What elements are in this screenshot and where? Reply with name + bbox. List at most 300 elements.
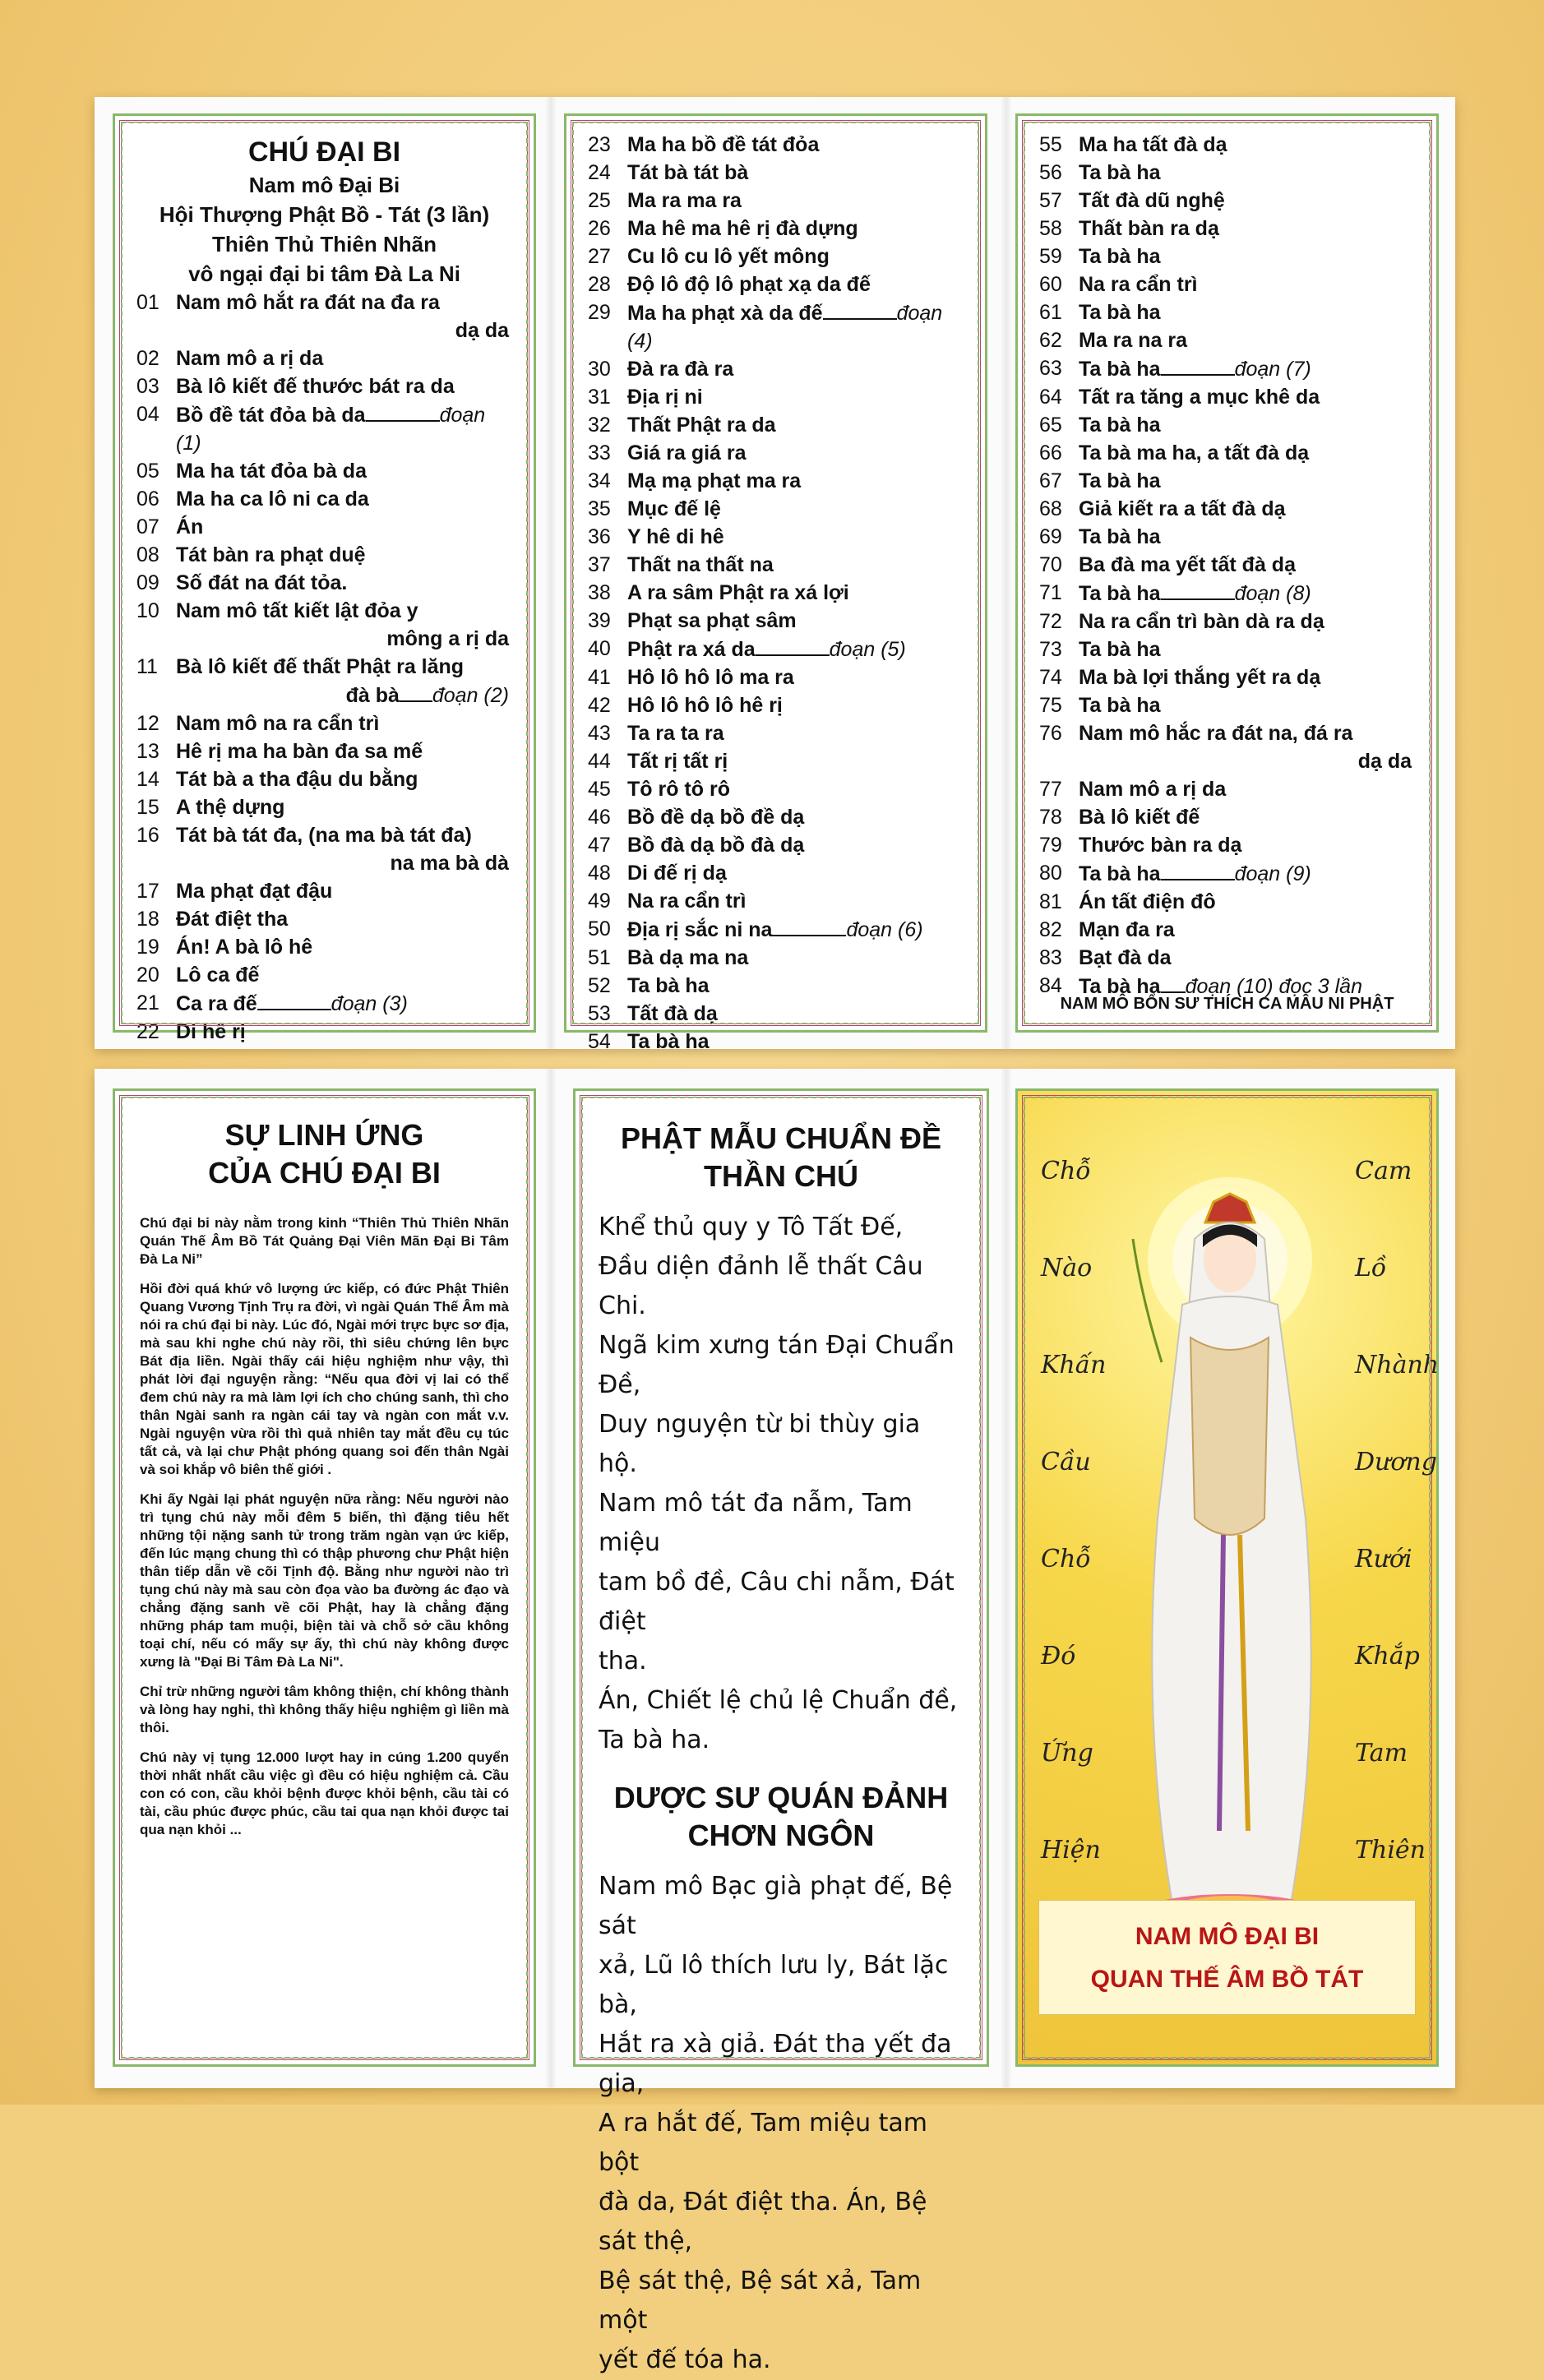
section-marker: đoạn (3) [331, 992, 408, 1015]
verse-number: 09 [136, 571, 159, 594]
verse-text [627, 551, 964, 579]
verse-line [588, 355, 964, 383]
verse-number: 39 [588, 609, 611, 632]
section-marker: đoạn (5) [829, 638, 906, 661]
verse-line [588, 467, 964, 495]
paragraph: Chỉ trừ những người tâm không thiện, chí không thành và lòng hay nghi, thì không thấy hiệu nghiệm gì liền mà thôi. [140, 1684, 509, 1735]
verse-number: 76 [1039, 722, 1062, 745]
panel-chu-dai-bi-1 [113, 113, 536, 1043]
panel-su-linh-ung [113, 1088, 536, 2067]
calligraphy-word: Đó [1041, 1642, 1076, 1671]
verse-line [1039, 775, 1415, 803]
verse-number: 05 [136, 460, 159, 483]
verse-text-main: Bà dạ ma na [627, 946, 749, 969]
mantra-line: tha. [599, 1647, 647, 1675]
verse-text-main: Bà lô kiết đế [1079, 806, 1200, 829]
section-marker: đoạn (7) [1234, 358, 1311, 381]
verse-line [1039, 495, 1415, 523]
mantra-line: Nam mô Bạc già phạt đế, Bệ sát [599, 1872, 953, 1940]
section-marker: đoạn (4) [627, 302, 943, 353]
verse-text-main: Y hê di hê [627, 525, 724, 548]
verse-text [627, 719, 964, 747]
mantra-duoc-su [599, 1867, 964, 2380]
verse-text-main: Đát điệt tha [176, 908, 289, 931]
verse-text-main: Án tất điện đô [1079, 890, 1216, 913]
verse-number: 13 [136, 740, 159, 763]
paragraph: Hồi đời quá khứ vô lượng ức kiếp, có đức Phật Thiên Quang Vương Tịnh Trụ ra đời, vì ngài Quán Thế Âm mà nói ra chú đại bi này. Lúc đó, Ngài mới trực bực sơ địa, mà sau khi nghe chú này rồi, thì siêu chứng lên bực Bát địa liền. Ngài thấy cái hiệu nghiệm như vậy, thì phát lời đại nguyện rằng: “Nếu qua đời vị lai có thể đem chú này ra mà làm lợi ích cho chúng sanh, thì cho thân Ngài sanh ra ngàn cái tay và ngàn con mắt v.v. Ngài nguyện vừa rồi thì quả nhiên tay mắt đều cụ túc tất cả, và lại chư Phật phóng quang soi đến thân Ngài và soi khắp vô biên thế giới . [140, 1281, 509, 1477]
verse-number: 07 [136, 515, 159, 538]
section-marker: đoạn (9) [1234, 862, 1311, 885]
verse-line [588, 1000, 964, 1028]
verse-text-main: Ta bà ha [1079, 358, 1161, 381]
verse-text [176, 905, 512, 933]
panel-title: CHÚ ĐẠI BI [247, 136, 401, 168]
verse-text: dạ da [1357, 750, 1412, 773]
section-marker: đoạn (2) [432, 684, 509, 707]
verse-number: 34 [588, 469, 611, 492]
verse-number: 64 [1039, 386, 1062, 409]
verse-text-main: Ma ra na ra [1079, 329, 1188, 352]
calligraphy-word: Khắp [1355, 1642, 1420, 1671]
verse-text [1079, 298, 1415, 326]
verse-number: 75 [1039, 694, 1062, 717]
verse-number: 15 [136, 796, 159, 819]
verse-text [176, 821, 512, 849]
calligraphy-word: Cầu [1041, 1448, 1091, 1477]
verse-text [627, 467, 964, 495]
verse-line [588, 803, 964, 831]
verse-number: 79 [1039, 834, 1062, 857]
verse-text-main: Ma hê ma hê rị đà dựng [627, 217, 858, 240]
verse-text-main: Ta bà ha [1079, 414, 1161, 437]
verse-line [1039, 663, 1415, 691]
verse-line [588, 635, 964, 663]
verse-text [176, 485, 512, 513]
calligraphy-word: Tam [1355, 1739, 1408, 1768]
mantra-line: Án, Chiết lệ chủ lệ Chuẩn đề, [599, 1686, 958, 1715]
verse-text [1079, 495, 1415, 523]
verse-text-main: A thệ dựng [176, 796, 285, 819]
verse-line [1039, 243, 1415, 270]
paragraph: Chú đại bi này nằm trong kinh “Thiên Thủ Thiên Nhãn Quán Thế Âm Bồ Tát Quảng Đại Viên Mãn Đại Bi Tâm Đà La Ni” [140, 1215, 509, 1267]
verse-line [588, 607, 964, 635]
verse-text-main: Di hê rị [176, 1020, 246, 1043]
verse-text-main: Tô rô tô rô [627, 778, 730, 801]
verse-line [136, 569, 512, 597]
verse-line [1039, 439, 1415, 467]
panel-title: CỦA CHÚ ĐẠI BI [208, 1156, 441, 1190]
blank-line [257, 989, 331, 1010]
verse-text [1079, 916, 1415, 944]
verse-number: 81 [1039, 890, 1062, 913]
verse-text-main: Mạ mạ phạt ma ra [627, 469, 802, 492]
verse-line [136, 344, 512, 372]
verse-number: 55 [1039, 133, 1062, 156]
verse-line [588, 972, 964, 1000]
verse-line [588, 270, 964, 298]
blank-line [1161, 354, 1235, 376]
verse-line [136, 289, 512, 317]
verse-text [1079, 888, 1415, 916]
verse-text-main: Địa rị sắc ni na [627, 918, 773, 941]
calligraphy-word: Chỗ [1041, 1157, 1091, 1185]
section-marker: đoạn (6) [846, 918, 923, 941]
verse-text-main: Ta ra ta ra [627, 722, 724, 745]
verse-text-main: Thất na thất na [627, 553, 774, 576]
verse-number: 78 [1039, 806, 1062, 829]
verse-line [136, 905, 512, 933]
verse-number: 45 [588, 778, 611, 801]
verse-number: 67 [1039, 469, 1062, 492]
verse-text-main: Địa rị ni [627, 386, 703, 409]
panel-title: SỰ LINH ỨNG [224, 1118, 424, 1152]
paragraph: Khi ấy Ngài lại phát nguyện nữa rằng: Nếu người nào trì tụng chú này mỗi đêm 5 biến, thì đặng tiêu hết những tội nặng sanh tử trong trăm ngàn vạn ức kiếp, đến lúc mạng chung thì có thập phương chư Phật hiện thân tiếp dẫn về cõi Tịnh độ. Bằng như người nào trì tụng chú này mà sau còn đọa vào ba đường ác đạo và chẳng đặng sanh về cõi Phật, hay là chẳng đặng những pháp tam muội, biện tài và chỗ sở cầu không toại chí, nếu có mấy sự ấy, thì chú này không được xưng là "Đại Bi Tâm Đà La Ni". [140, 1491, 509, 1670]
verse-number: 43 [588, 722, 611, 745]
fold-line [545, 97, 557, 1049]
verse-text-main: Ba đà ma yết tất đà dạ [1079, 553, 1296, 576]
verse-text-main: Tát bàn ra phạt duệ [176, 543, 366, 566]
verse-text: dạ da [455, 319, 509, 342]
verse-text [176, 765, 512, 793]
verse-text-main: Ta bà ha [1079, 638, 1161, 661]
section-marker: đoạn (8) [1234, 582, 1311, 605]
verse-text [1079, 467, 1415, 495]
verse-text-main: Tát bà tát bà [627, 161, 749, 184]
verse-line [136, 597, 512, 625]
name-line: NAM MÔ ĐẠI BI [1135, 1923, 1320, 1950]
verse-number: 48 [588, 862, 611, 885]
blank-line [823, 298, 897, 320]
verse-text-main: Thất Phật ra da [627, 414, 776, 437]
verse-number: 54 [588, 1030, 611, 1053]
verse-line [1039, 831, 1415, 859]
verse-line [588, 159, 964, 187]
fold-line [1001, 1069, 1012, 2088]
section-marker: đoạn (1) [176, 404, 486, 455]
verse-number: 47 [588, 834, 611, 857]
verse-text-main: Bà lô kiết đế thất Phật ra lăng [176, 655, 465, 678]
verse-text-main: Đà ra đà ra [627, 358, 734, 381]
verse-text [627, 579, 964, 607]
verse-line [1039, 383, 1415, 411]
verse-line [1039, 467, 1415, 495]
verse-text [1079, 551, 1415, 579]
verse-number: 49 [588, 890, 611, 913]
verse-text [176, 400, 512, 457]
verse-text-main: Ta bà ha [627, 974, 710, 997]
verse-number: 60 [1039, 273, 1062, 296]
verse-text [627, 187, 964, 215]
verse-text-main: Ta bà ha [627, 1030, 710, 1053]
verse-text-main: Ta bà ha [1079, 975, 1161, 998]
verse-text [627, 411, 964, 439]
verse-text-main: Nam mô hắt ra đát na đa ra [176, 291, 440, 314]
calligraphy-word: Nhành [1355, 1351, 1440, 1379]
verse-line [588, 831, 964, 859]
verse-line [588, 131, 964, 159]
verse-number: 23 [588, 133, 611, 156]
verse-text [1079, 215, 1415, 243]
verse-continuation [136, 681, 512, 709]
verse-text-main: Tất đà dạ [627, 1002, 718, 1025]
verse-text-main: Cu lô cu lô yết mông [627, 245, 830, 268]
verse-number: 35 [588, 497, 611, 520]
mantra-line: Khể thủ quy y Tô Tất Đế, [599, 1213, 904, 1241]
verse-number: 21 [136, 991, 159, 1014]
verse-text-main: Ma ha phạt xà da đế [627, 302, 823, 325]
verse-text [1079, 803, 1415, 831]
verse-text-main: Nam mô na ra cẩn trì [176, 712, 380, 735]
verse-line [588, 243, 964, 270]
blank-line [756, 635, 830, 656]
verse-list [1039, 131, 1415, 1001]
verse-text [1079, 326, 1415, 354]
verse-number: 82 [1039, 918, 1062, 941]
verse-line [136, 457, 512, 485]
verse-continuation [136, 625, 512, 653]
verse-text [1079, 383, 1415, 411]
verse-text [627, 887, 964, 915]
verse-line [588, 215, 964, 243]
verse-text [627, 803, 964, 831]
verse-text: đà bà đoạn (2) [136, 681, 509, 709]
verse-text-main: Giá ra giá ra [627, 441, 747, 464]
calligraphy-word: Hiện [1041, 1836, 1101, 1865]
panel-title: THẦN CHÚ [704, 1159, 858, 1193]
verse-line [588, 944, 964, 972]
verse-line [1039, 131, 1415, 159]
verse-text [1079, 831, 1415, 859]
verse-line [588, 691, 964, 719]
verse-number: 53 [588, 1002, 611, 1025]
verse-number: 57 [1039, 189, 1062, 212]
verse-text [1079, 579, 1415, 608]
verse-line [1039, 215, 1415, 243]
blank-line [772, 915, 846, 936]
verse-text-main: Hô lô hô lô hê rị [627, 694, 783, 717]
verse-list [136, 289, 512, 1046]
verse-line [588, 551, 964, 579]
verse-text-main: Ca ra đế [176, 992, 257, 1015]
verse-number: 10 [136, 599, 159, 622]
verse-number: 12 [136, 712, 159, 735]
verse-text [627, 747, 964, 775]
verse-text-main: Hê rị ma ha bàn đa sa mế [176, 740, 423, 763]
verse-text [627, 972, 964, 1000]
mantra-line: Đầu diện đảnh lễ thất Câu Chi. [599, 1252, 923, 1320]
panel-title: PHẬT MẪU CHUẨN ĐỀ [621, 1121, 941, 1155]
verse-text-main: Ta bà ha [1079, 469, 1161, 492]
verse-number: 33 [588, 441, 611, 464]
verse-text [176, 877, 512, 905]
panel-quan-am-image [1015, 1088, 1439, 2067]
verse-line [1039, 159, 1415, 187]
mantra-line: Nam mô tát đa nẫm, Tam miệu [599, 1489, 913, 1557]
verse-text [1079, 270, 1415, 298]
verse-number: 32 [588, 414, 611, 437]
mantra-line: Ngã kim xưng tán Đại Chuẩn Đề, [599, 1331, 955, 1399]
verse-text [627, 635, 964, 663]
blank-line [400, 681, 432, 702]
verse-number: 30 [588, 358, 611, 381]
verse-text-main: Tất đà dũ nghệ [1079, 189, 1225, 212]
verse-text-main: Mục đế lệ [627, 497, 721, 520]
section-marker: đoạn (10) đọc 3 lần [1185, 975, 1362, 998]
verse-text [1079, 663, 1415, 691]
verse-line [136, 933, 512, 961]
verse-text [176, 709, 512, 737]
verse-text [627, 1000, 964, 1028]
verse-number: 28 [588, 273, 611, 296]
verse-text [176, 933, 512, 961]
verse-continuation [136, 317, 512, 344]
verse-number: 17 [136, 880, 159, 903]
verse-number: 24 [588, 161, 611, 184]
panel-chu-dai-bi-3 [1015, 113, 1439, 1033]
verse-text-main: Bạt đà da [1079, 946, 1172, 969]
verse-text [627, 383, 964, 411]
calligraphy-word: Rưới [1355, 1545, 1412, 1574]
name-line: QUAN THẾ ÂM BỒ TÁT [1090, 1966, 1364, 1993]
verse-text [1079, 187, 1415, 215]
verse-number: 06 [136, 488, 159, 511]
verse-number: 37 [588, 553, 611, 576]
verse-number: 50 [588, 917, 611, 940]
calligraphy-word: Ứng [1041, 1739, 1093, 1768]
panel-subtitle: vô ngại đại bi tâm Đà La Ni [188, 261, 460, 286]
verse-text [1079, 131, 1415, 159]
verse-text: na ma bà dà [390, 852, 509, 875]
verse-number: 41 [588, 666, 611, 689]
verse-text-main: Na ra cẩn trì [627, 890, 747, 913]
verse-text-main: Ta bà ha [1079, 525, 1161, 548]
panel-title: DƯỢC SƯ QUÁN ĐẢNH [613, 1781, 949, 1814]
verse-number: 77 [1039, 778, 1062, 801]
verse-text-main: Bà lô kiết đế thước bát ra da [176, 375, 455, 398]
verse-number: 46 [588, 806, 611, 829]
verse-text [176, 597, 512, 625]
verse-text-main: Nam mô tất kiết lật đỏa y [176, 599, 418, 622]
verse-line [588, 663, 964, 691]
verse-text-main: Án [176, 515, 204, 538]
verse-text-main: Ta bà ha [1079, 161, 1161, 184]
verse-text [627, 355, 964, 383]
verse-text-main: Bồ đà dạ bồ đà dạ [627, 834, 805, 857]
fold-line [1001, 97, 1012, 1049]
verse-text-main: Na ra cẩn trì bàn dà ra dạ [1079, 610, 1324, 633]
panel-mantras [573, 1088, 989, 2374]
verse-number: 72 [1039, 610, 1062, 633]
verse-line [1039, 691, 1415, 719]
verse-text-main: Nam mô a rị da [176, 347, 324, 370]
verse-text-main: Lô ca đế [176, 964, 260, 987]
mantra-line: Bệ sát thệ, Bệ sát xả, Tam một [599, 2267, 922, 2335]
verse-line [588, 439, 964, 467]
verse-text-main: Tát bà tát đa, (na ma bà tát đa) [176, 824, 472, 847]
verse-text [176, 372, 512, 400]
verse-text [627, 243, 964, 270]
verse-number: 58 [1039, 217, 1062, 240]
verse-number: 84 [1039, 974, 1062, 997]
verse-line [588, 187, 964, 215]
verse-text [627, 859, 964, 887]
verse-number: 63 [1039, 357, 1062, 380]
verse-line [136, 1018, 512, 1046]
verse-text [176, 569, 512, 597]
verse-text-main: Phật ra xá da [627, 638, 756, 661]
robe-sash [1190, 1338, 1269, 1535]
verse-text [627, 270, 964, 298]
verse-text-main: Ta bà ha [1079, 582, 1161, 605]
verse-text-main: Na ra cẩn trì [1079, 273, 1198, 296]
verse-text-main: Ma phạt đạt đậu [176, 880, 333, 903]
verse-number: 04 [136, 403, 159, 426]
verse-text [627, 215, 964, 243]
verse-number: 26 [588, 217, 611, 240]
verse-line [1039, 298, 1415, 326]
verse-number: 62 [1039, 329, 1062, 352]
verse-text-main: Ma ra ma ra [627, 189, 742, 212]
verse-list [588, 131, 964, 1056]
verse-number: 44 [588, 750, 611, 773]
panel-chu-dai-bi-2 [564, 113, 987, 1053]
verse-line [588, 523, 964, 551]
verse-number: 16 [136, 824, 159, 847]
calligraphy-word: Lồ [1355, 1254, 1387, 1282]
verse-text [1079, 159, 1415, 187]
verse-continuation [136, 849, 512, 877]
verse-number: 29 [588, 301, 611, 324]
mantra-line: đà da, Đát điệt tha. Án, Bệ sát thệ, [599, 2188, 927, 2256]
panel-subtitle: Nam mô Đại Bi [248, 173, 400, 197]
blank-line [1161, 972, 1186, 993]
verse-number: 22 [136, 1020, 159, 1043]
verse-line [1039, 803, 1415, 831]
verse-text [1079, 243, 1415, 270]
verse-text-main: Án! A bà lô hê [176, 936, 313, 959]
verse-line [1039, 719, 1415, 747]
fold-line [545, 1069, 557, 2088]
blank-line [366, 400, 440, 422]
calligraphy-word: Cam [1355, 1157, 1412, 1185]
mantra-line: tam bồ đề, Câu chi nẫm, Đát điệt [599, 1568, 955, 1636]
verse-text-main: A ra sâm Phật ra xá lợi [627, 581, 849, 604]
verse-line [136, 485, 512, 513]
calligraphy-word: Chỗ [1041, 1545, 1091, 1574]
verse-line [588, 887, 964, 915]
verse-number: 61 [1039, 301, 1062, 324]
verse-text-main: Phạt sa phạt sâm [627, 609, 797, 632]
verse-text-main: Giả kiết ra a tất đà dạ [1079, 497, 1286, 520]
verse-number: 14 [136, 768, 159, 791]
calligraphy-word: Nào [1041, 1254, 1093, 1282]
verse-number: 25 [588, 189, 611, 212]
verse-number: 08 [136, 543, 159, 566]
verse-number: 51 [588, 946, 611, 969]
verse-text-main: Thước bàn ra dạ [1079, 834, 1242, 857]
verse-number: 40 [588, 637, 611, 660]
verse-number: 74 [1039, 666, 1062, 689]
paragraph: Chú này vị tụng 12.000 lượt hay in cúng 1.200 quyển thời nhất nhất cầu việc gì đều có hiệu nghiệm cả. Cầu con có con, cầu khỏi bệnh được khỏi bệnh, cầu tài có tài, cầu phúc được phúc, cầu tai qua nạn khỏi được tai qua nạn khỏi ... [140, 1749, 509, 1837]
verse-text [176, 457, 512, 485]
verse-text [1079, 775, 1415, 803]
calligraphy-word: Khấn [1041, 1351, 1107, 1379]
verse-number: 52 [588, 974, 611, 997]
verse-text-main: Ta bà ha [1079, 245, 1161, 268]
verse-text-main: Di đế rị dạ [627, 862, 727, 885]
verse-text-main: Nam mô hắc ra đát na, đá ra [1079, 722, 1353, 745]
verse-text [176, 793, 512, 821]
